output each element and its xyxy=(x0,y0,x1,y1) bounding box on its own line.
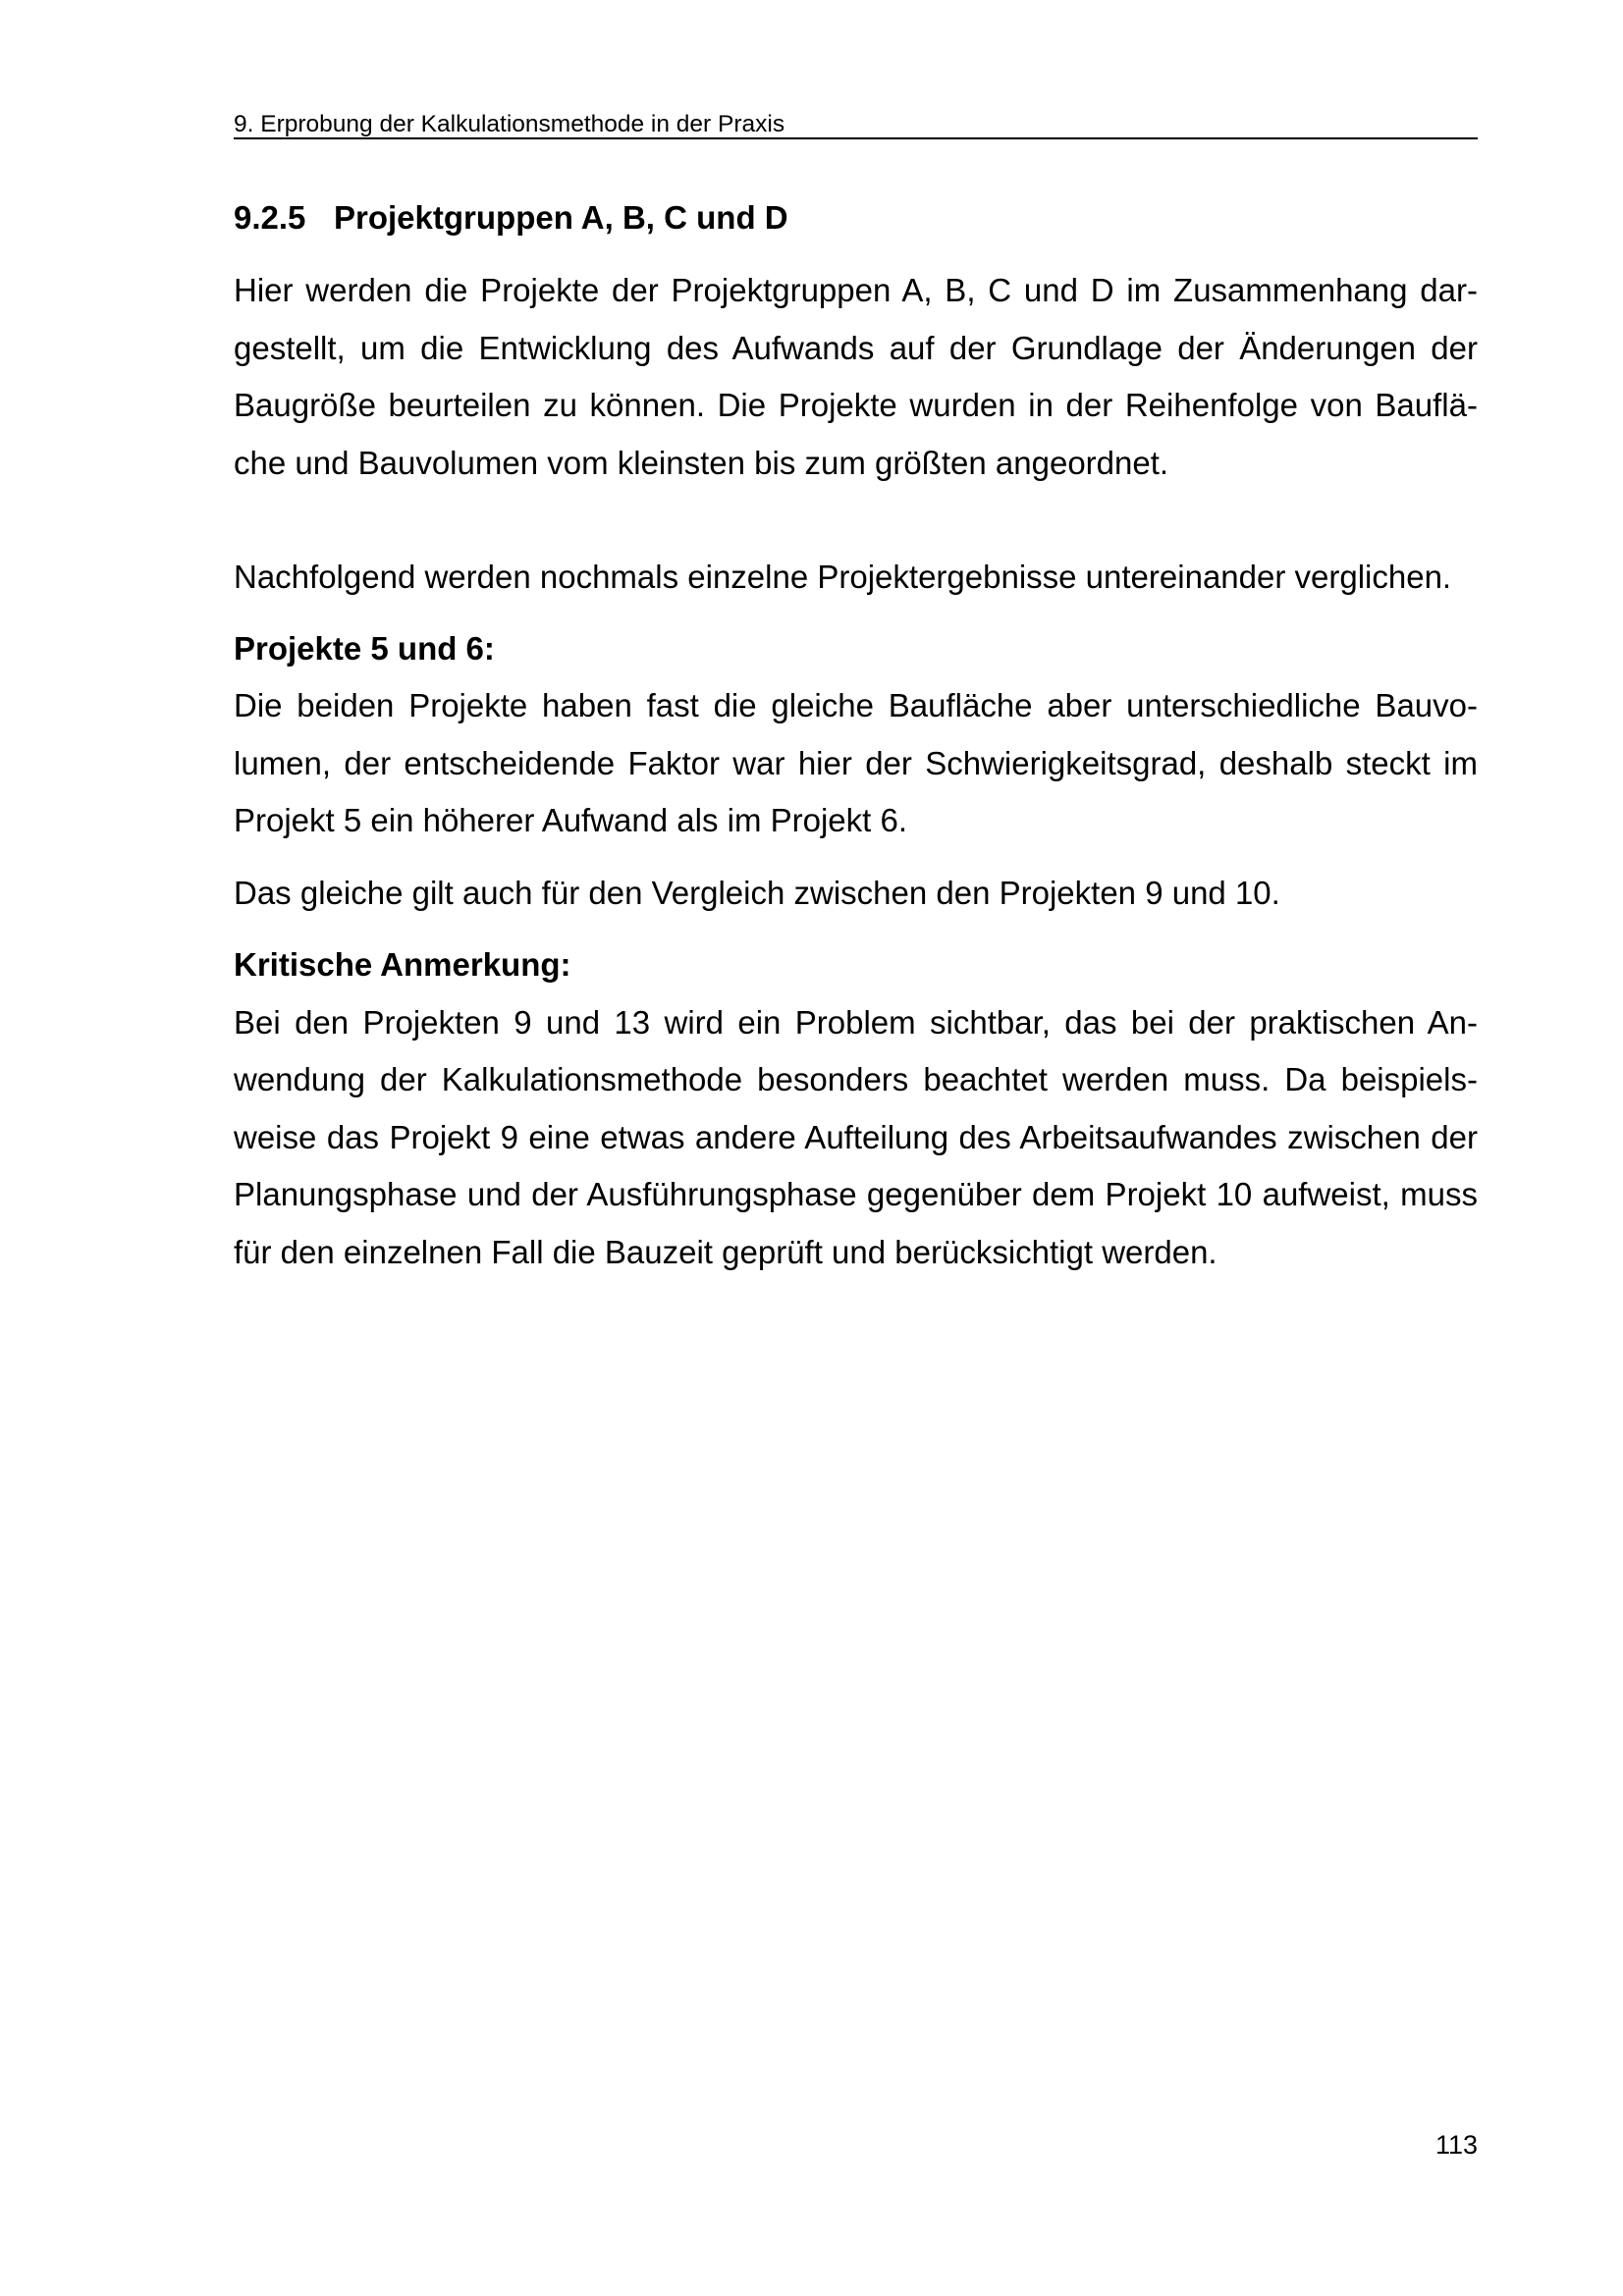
section-title: Projektgruppen A, B, C und D xyxy=(334,199,788,236)
projects-9-10-paragraph: Das gleiche gilt auch für den Vergleich zwischen den Projekten 9 und 10. xyxy=(234,874,1280,911)
intro-paragraph: Hier werden die Projekte der Projektgruppen A, B, C und D im Zusammenhang dargestellt, um die Entwicklung des Aufwands auf der Grundlage der Änderungen der Baugröße beurteilen zu können. Die Projekte wurden in der Reihenfolge von Baufläche und Bauvolumen vom kleinsten bis zum größten angeordnet. xyxy=(234,272,1478,481)
critical-remark-paragraph: Bei den Projekten 9 und 13 wird ein Problem sichtbar, das bei der praktischen Anwendung der Kalkulationsmethode besonders beachtet werden muss. Da beispielsweise das Projekt 9 eine etwas andere Aufteilung des Arbeitsaufwandes zwischen der Planungsphase und der Ausführungsphase gegenüber dem Projekt 10 aufweist, muss für den einzelnen Fall die Bauzeit geprüft und berücksichtigt werden. xyxy=(234,1003,1478,1270)
projects-5-6-paragraph: Die beiden Projekte haben fast die gleiche Baufläche aber unterschiedliche Bauvolumen, der entscheidende Faktor war hier der Schwierigkeitsgrad, deshalb steckt im Projekt 5 ein höherer Aufwand als im Projekt 6. xyxy=(234,687,1478,838)
projects-5-6-heading: Projekte 5 und 6: xyxy=(234,629,495,667)
running-header-title: 9. Erprobung der Kalkulationsmethode in der Praxis xyxy=(234,110,785,137)
page-content xyxy=(234,192,1478,1281)
section-number: 9.2.5 xyxy=(234,199,306,236)
comparison-intro-paragraph: Nachfolgend werden nochmals einzelne Projektergebnisse untereinander verglichen. xyxy=(234,559,1452,595)
critical-remark-heading: Kritische Anmerkung: xyxy=(234,946,571,983)
running-header xyxy=(234,108,1478,139)
page-number: 113 xyxy=(1434,2130,1478,2160)
section-heading xyxy=(234,192,1478,243)
